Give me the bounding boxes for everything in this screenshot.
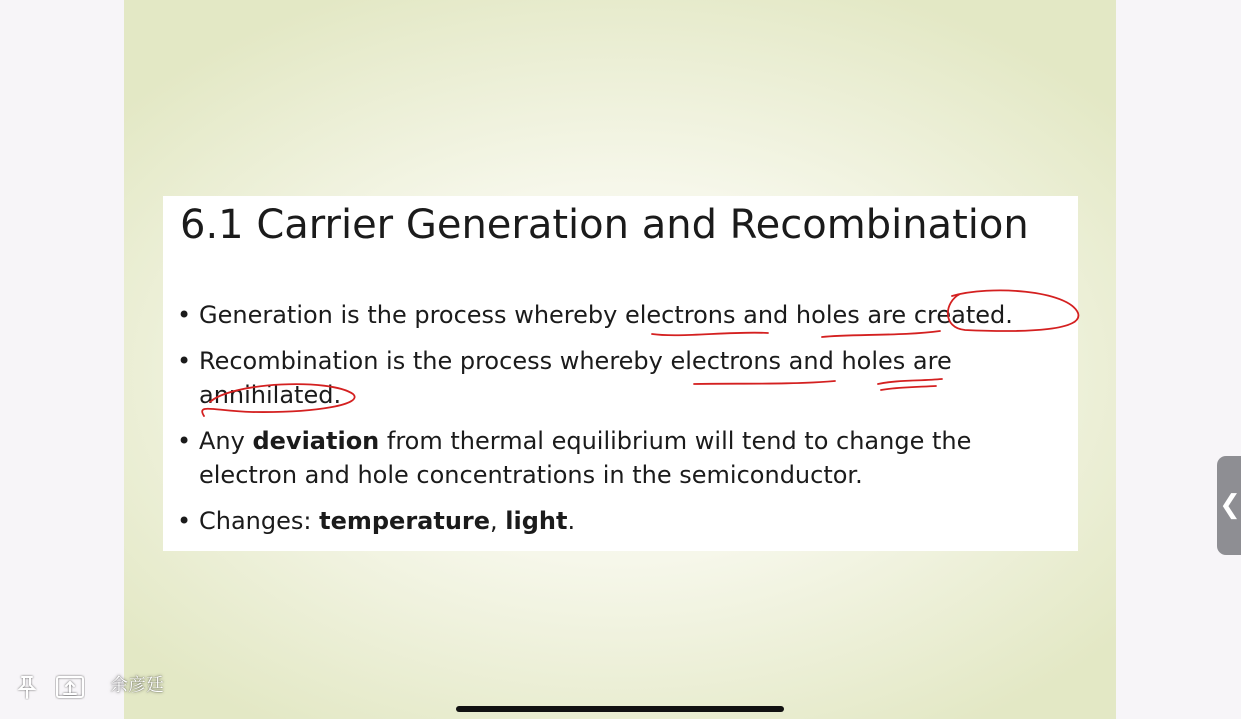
- bullet-generation: [177, 298, 1057, 332]
- bullet-text-post: .: [567, 507, 576, 535]
- bullet-changes: [177, 504, 1057, 538]
- slide-content: [163, 196, 1078, 551]
- bullet-text-post: from thermal equilibrium will tend to change the electron and hole concentrations in the semiconductor.: [199, 427, 972, 489]
- bullet-text-pre: Changes:: [199, 507, 320, 535]
- pin-icon[interactable]: [16, 674, 38, 700]
- bullet-recombination: [177, 344, 1057, 412]
- presenter-name: 余彦廷: [110, 675, 164, 696]
- side-panel-toggle[interactable]: [1217, 456, 1241, 555]
- bullet-emphasis: deviation: [252, 427, 380, 455]
- home-indicator[interactable]: [456, 706, 784, 712]
- bullet-list: [177, 298, 1057, 550]
- share-icon[interactable]: [55, 674, 85, 700]
- chevron-left-icon: ❮: [1219, 490, 1241, 520]
- bullet-separator: ,: [490, 507, 506, 535]
- bullet-emphasis-temperature: temperature: [319, 507, 491, 535]
- bullet-emphasis-light: light: [505, 507, 568, 535]
- bullet-text: Generation is the process whereby electrons and holes are created.: [199, 301, 1013, 329]
- bullet-text-pre: Any: [199, 427, 253, 455]
- bullet-deviation: [177, 424, 1057, 492]
- slide-title: 6.1 Carrier Generation and Recombination: [180, 202, 1029, 248]
- bullet-text: Recombination is the process whereby electrons and holes are annihilated.: [199, 347, 952, 409]
